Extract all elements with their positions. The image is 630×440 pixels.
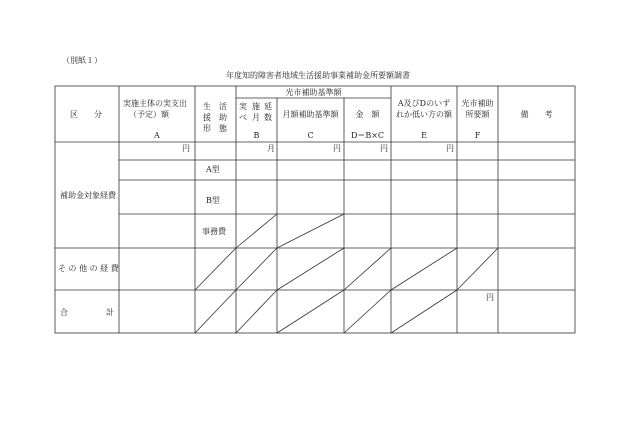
- header-getsugaku-code: C: [307, 131, 314, 140]
- header-nobe-col1: 実べ: [239, 102, 247, 122]
- header-ikuzure-code: E: [421, 131, 427, 140]
- row-label-type-a: A型: [206, 165, 220, 174]
- na-diagonal: [236, 290, 277, 333]
- unit-yen-total-f: 円: [486, 293, 494, 302]
- header-hojo-req-code: F: [474, 131, 481, 140]
- header-hojo-req-line2: 所要額: [465, 110, 490, 119]
- header-kingaku-code: D＝B×C: [350, 131, 385, 140]
- unit-yen-c: 円: [333, 144, 341, 153]
- na-diagonal: [457, 248, 498, 290]
- header-kingaku: 金 額: [355, 110, 380, 119]
- row-label-other: そ の 他 の 経 費: [58, 264, 119, 273]
- unit-yen-e: 円: [446, 144, 454, 153]
- row-label-office: 事務費: [202, 227, 226, 236]
- na-diagonal: [344, 248, 391, 290]
- header-seikatsu-col1: 生援形: [203, 102, 211, 133]
- header-jisshi-line1: 実施主体の実支出: [123, 99, 187, 108]
- na-diagonal: [277, 290, 344, 333]
- attachment-label: （別紙１）: [62, 56, 102, 65]
- unit-yen-a: 円: [182, 144, 190, 153]
- na-diagonal: [391, 290, 457, 333]
- na-diagonal: [344, 290, 391, 333]
- header-nobe-col2: 施月: [252, 102, 260, 122]
- header-biko: 備 考: [520, 110, 553, 119]
- header-ikuzure-line1: A及びDのいず: [397, 99, 451, 108]
- row-label-total-2: 計: [106, 308, 114, 317]
- header-nobe-col3: 延数: [264, 102, 272, 122]
- row-label-total-1: 合: [60, 308, 68, 317]
- na-diagonal: [236, 248, 277, 290]
- na-diagonal: [391, 248, 457, 290]
- na-diagonal: [195, 290, 236, 333]
- na-diagonal: [236, 214, 277, 248]
- header-nobe-code: B: [253, 131, 260, 140]
- header-jisshi-code: A: [154, 131, 160, 140]
- header-hojo-group: 光市補助基準額: [285, 88, 342, 97]
- unit-yen-d: 円: [380, 144, 388, 153]
- na-diagonal: [277, 248, 344, 290]
- header-seikatsu-col2: 活助態: [219, 102, 227, 133]
- header-ikuzure-line2: れか低い方の額: [396, 110, 452, 119]
- document-title: 年度知的障害者地域生活援助事業補助金所要額調書: [226, 71, 410, 80]
- table-border: [55, 86, 575, 333]
- na-diagonal: [195, 248, 236, 290]
- header-getsugaku: 月額補助基準額: [282, 110, 339, 119]
- row-label-type-b: B型: [206, 196, 220, 205]
- header-kubun: 区 分: [70, 110, 102, 119]
- header-jisshi-line2: （予定）額: [129, 110, 169, 119]
- header-hojo-req-line1: 光市補助: [461, 99, 494, 108]
- row-label-hojo: 補助金対象経費: [60, 191, 116, 200]
- na-diagonal: [277, 214, 344, 248]
- unit-month-b: 月: [267, 144, 275, 153]
